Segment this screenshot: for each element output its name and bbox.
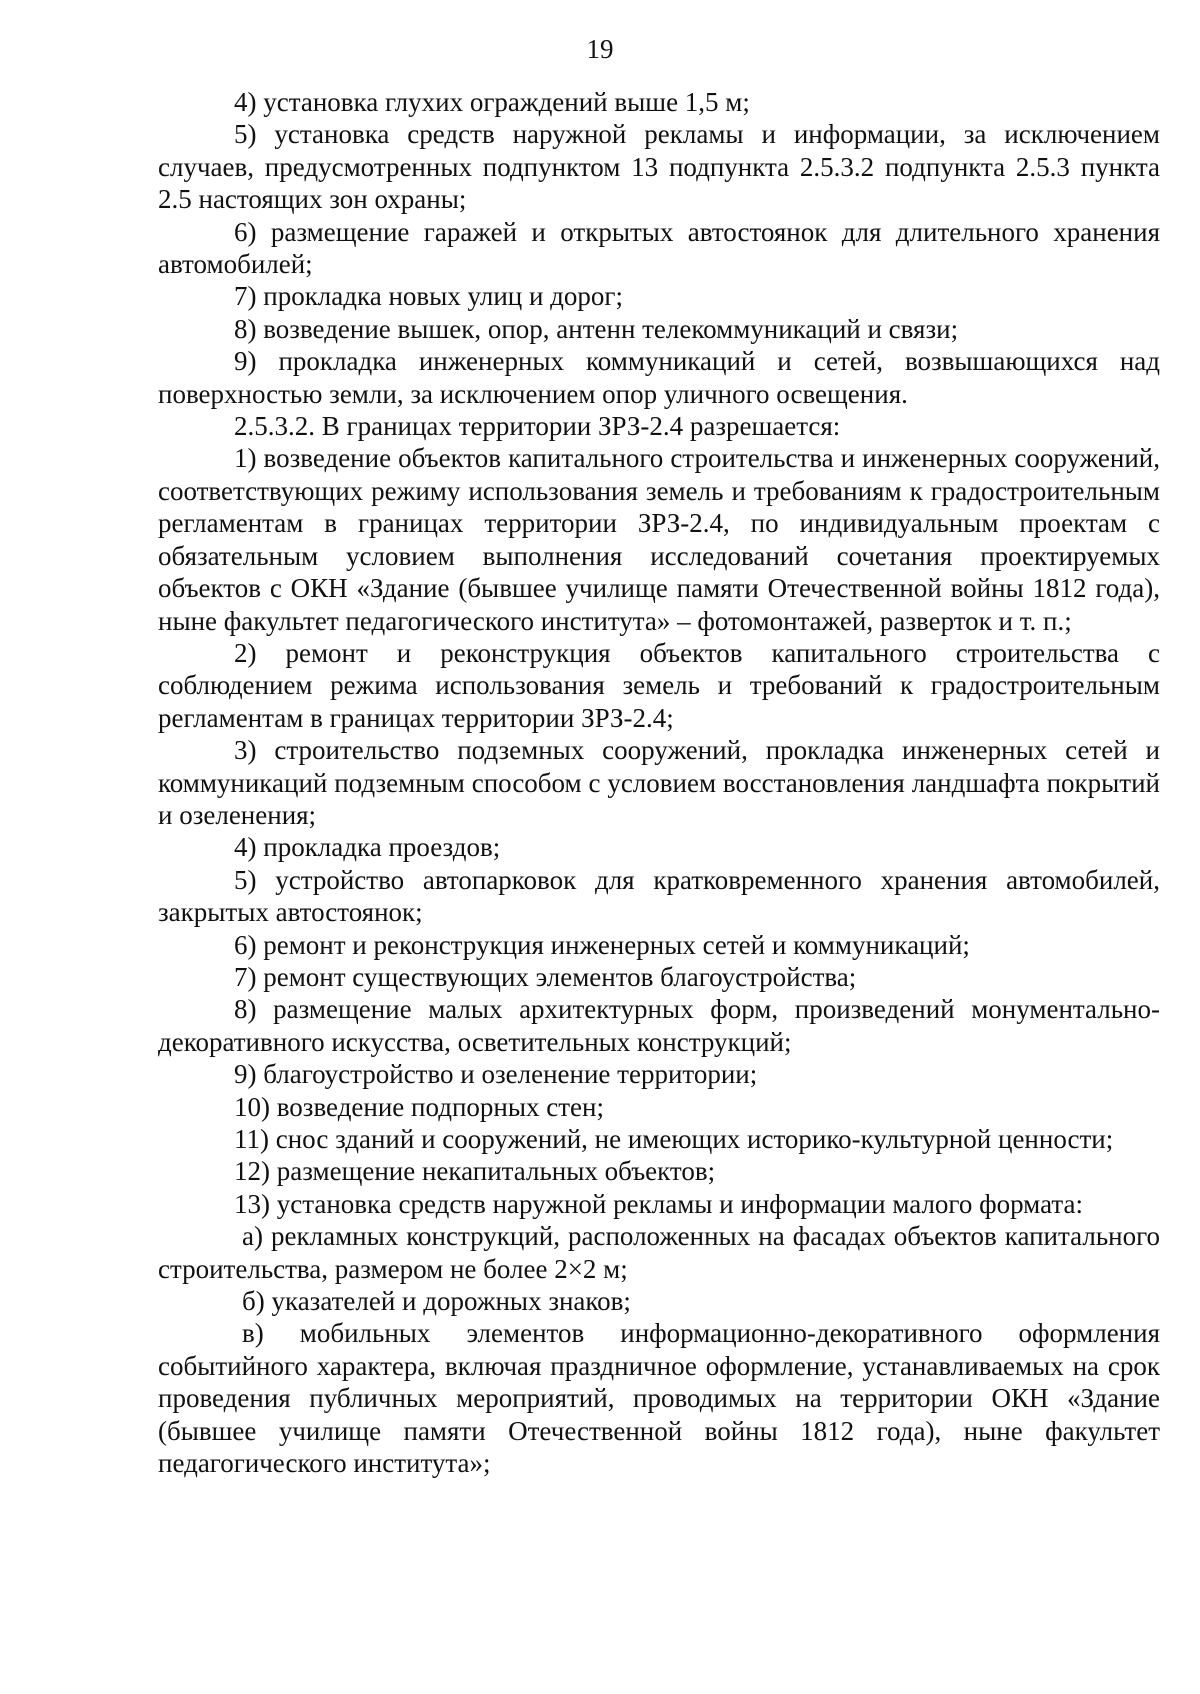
paragraph-allowed-13-small-advertising: 13) установка средств наружной рекламы и информации малого формата: [234, 1188, 1083, 1219]
paragraph-item-4-blind-fences: 4) установка глухих ограждений выше 1,5 м; [234, 87, 750, 117]
paragraph-allowed-8-small-forms: 8) размещение малых архитектурных форм, произведений монументально-декоративного искусства, осветительных конструкций; [158, 994, 1160, 1057]
paragraph-allowed-4-driveways: 4) прокладка проездов; [234, 832, 501, 863]
paragraph-item-9-utilities-above-ground: 9) прокладка инженерных коммуникаций и сетей, возвышающихся над поверхностью земли, за исключением опор уличного освещения. [158, 346, 1160, 409]
page-number: 19 [586, 34, 614, 64]
paragraph-allowed-6-networks-repair: 6) ремонт и реконструкция инженерных сетей и коммуникаций; [234, 929, 970, 960]
paragraph-allowed-5-parking: 5) устройство автопарковок для кратковременного хранения автомобилей, закрытых автостоянок; [158, 864, 1160, 928]
paragraph-allowed-7-landscaping-repair: 7) ремонт существующих элементов благоустройства; [234, 961, 857, 992]
paragraph-allowed-2-repair: 2) ремонт и реконструкция объектов капитального строительства с соблюдением режима использования земель и требований к градостроительным регламентам в границах территории ЗРЗ-2.4; [158, 637, 1160, 733]
paragraph-allowed-11-demolition: 11) снос зданий и сооружений, не имеющих историко-культурной ценности; [234, 1124, 1114, 1154]
paragraph-allowed-3-underground: 3) строительство подземных сооружений, прокладка инженерных сетей и коммуникаций подземным способом с условием восстановления ландшафта покрытий и озеленения; [158, 735, 1160, 830]
subparagraph-v-mobile-elements: в) мобильных элементов информационно-декоративного оформления событийного характера, включая праздничное оформление, устанавливаемых на срок проведения публичных мероприятий, проводимых на территории ОКН «Здание (бывшее училище памяти Отечественной войны 1812 года), ныне факультет педагогического института»; [158, 1318, 1160, 1479]
section-heading-2-5-3-2: 2.5.3.2. В границах территории ЗРЗ-2.4 разрешается: [234, 411, 841, 442]
paragraph-allowed-1-construction: 1) возведение объектов капитального строительства и инженерных сооружений, соответствующих режиму использования земель и требованиям к градостроительным регламентам в границах территории ЗРЗ-2.4, по индивидуальным проектам с обязательным условием выполнения исследований сочетания проектируемых объектов с ОКН «Здание (бывшее училище памяти Отечественной войны 1812 года), ныне факультет педагогического института» – фотомонтажей, разверток и т. п.; [158, 443, 1160, 636]
document-body [158, 86, 1160, 1479]
paragraph-item-6-garages: 6) размещение гаражей и открытых автостоянок для длительного хранения автомобилей; [158, 216, 1160, 280]
paragraph-allowed-9-greening: 9) благоустройство и озеленение территории; [234, 1059, 758, 1090]
paragraph-item-8-towers: 8) возведение вышек, опор, антенн телекоммуникаций и связи; [234, 313, 959, 344]
paragraph-item-7-new-streets: 7) прокладка новых улиц и дорог; [234, 281, 623, 312]
paragraph-allowed-12-temporary-objects: 12) размещение некапитальных объектов; [234, 1156, 716, 1187]
subparagraph-b-signs: б) указателей и дорожных знаков; [242, 1286, 631, 1317]
paragraph-allowed-10-retaining-walls: 10) возведение подпорных стен; [234, 1091, 604, 1122]
subparagraph-a-facade-ads: а) рекламных конструкций, расположенных на фасадах объектов капитального строительства, размером не более 2×2 м; [158, 1221, 1160, 1284]
paragraph-item-5-outdoor-advertising: 5) установка средств наружной рекламы и информации, за исключением случаев, предусмотренных подпунктом 13 подпункта 2.5.3.2 подпункта 2.5.3 пункта 2.5 настоящих зон охраны; [158, 119, 1160, 215]
